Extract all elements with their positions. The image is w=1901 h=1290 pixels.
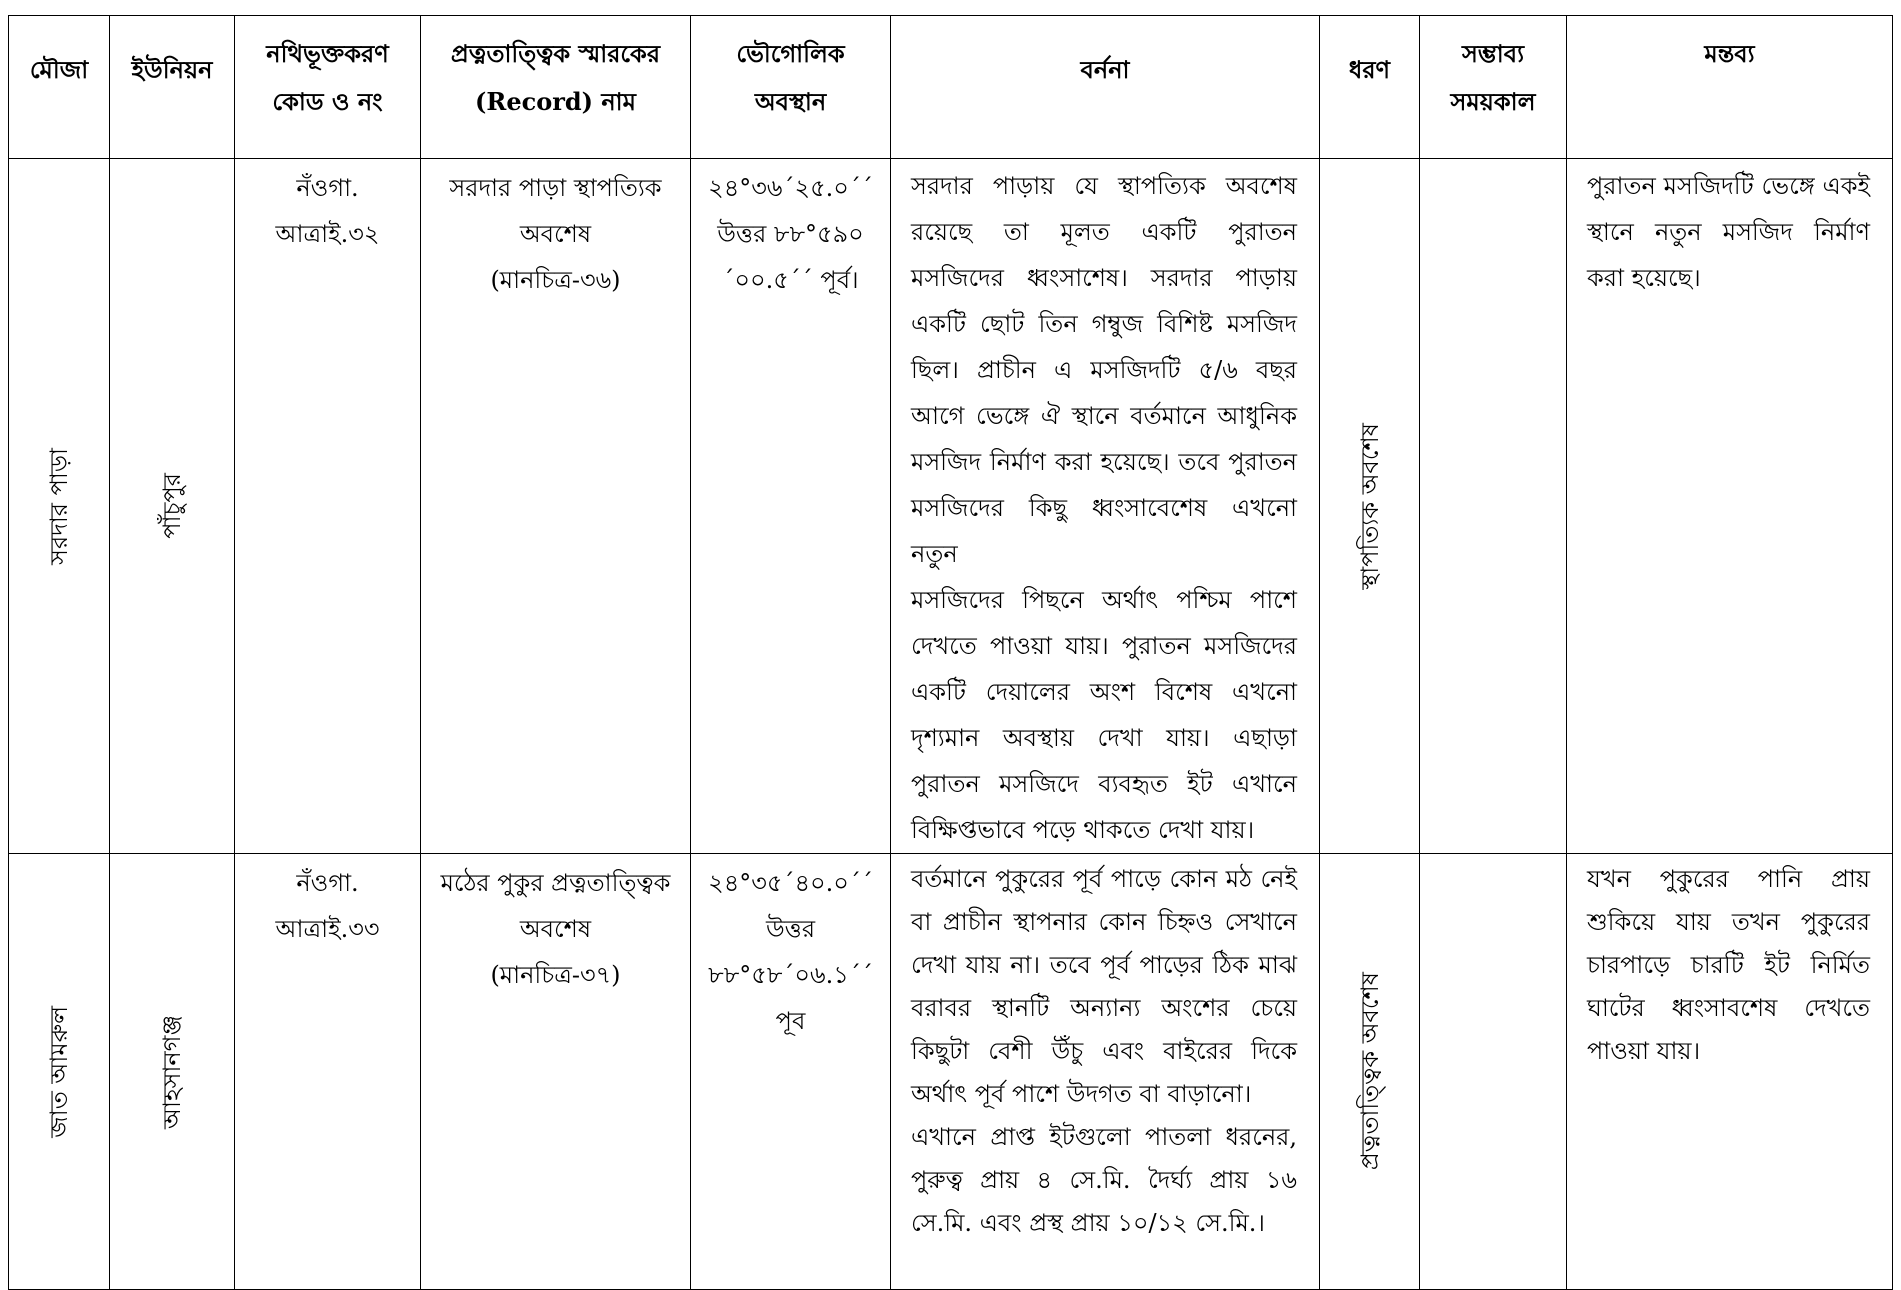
table-row — [9, 854, 1893, 1290]
cell-description: বর্তমানে পুকুরের পূর্ব পাড়ে কোন মঠ নেই বা প্রাচীন স্থাপনার কোন চিহ্নও সেখানে দেখা যায় না। তবে পূর্ব পাড়ের ঠিক মাঝ বরাবর স্থানটি অন্যান্য অংশের চেয়ে কিছুটা বেশী উঁচু এবং বাইরের দিকে অর্থাৎ পূর্ব পাশে উদগত বা বাড়ানো। এখানে প্রাপ্ত ইটগুলো পাতলা ধরনের, পুরুত্ব প্রায় ৪ সে.মি. দৈর্ঘ্য প্রায় ১৬ সে.মি. এবং প্রস্থ প্রায় ১০/১২ সে.মি.। — [891, 854, 1320, 1290]
cell-code: নঁওগা. আত্রাই.৩২ — [235, 159, 421, 854]
header-record-name: প্রত্নতাত্ত্বিক স্মারকের (Record) নাম — [421, 16, 691, 159]
cell-union: পাঁচুপুর — [110, 159, 235, 854]
cell-location: ২৪°৩৬´২৫.০´´ উত্তর ৮৮°৫৯০ ´০০.৫´´ পূর্ব। — [691, 159, 891, 854]
header-row — [9, 16, 1893, 159]
cell-period — [1420, 159, 1567, 854]
table-row — [9, 159, 1893, 854]
header-description: বর্ননা — [891, 16, 1320, 159]
header-type: ধরণ — [1320, 16, 1420, 159]
cell-mouza: সরদার পাড়া — [9, 159, 110, 854]
cell-location: ২৪°৩৫´৪০.০´´ উত্তর ৮৮°৫৮´০৬.১´´ পূব — [691, 854, 891, 1290]
header-mouza: মৌজা — [9, 16, 110, 159]
cell-mouza: জাত আমরুল — [9, 854, 110, 1290]
header-period: সম্ভাব্য সময়কাল — [1420, 16, 1567, 159]
header-location: ভৌগোলিক অবস্থান — [691, 16, 891, 159]
cell-code: নঁওগা. আত্রাই.৩৩ — [235, 854, 421, 1290]
header-remarks: মন্তব্য — [1567, 16, 1893, 159]
heritage-record-table — [8, 15, 1893, 1290]
cell-record-name: মঠের পুকুর প্রত্নতাত্ত্বিক অবশেষ (মানচিত্র-৩৭) — [421, 854, 691, 1290]
cell-type: স্থাপত্যিক অবশেষ — [1320, 159, 1420, 854]
header-union: ইউনিয়ন — [110, 16, 235, 159]
cell-remarks: পুরাতন মসজিদটি ভেঙ্গে একই স্থানে নতুন মসজিদ নির্মাণ করা হয়েছে। — [1567, 159, 1893, 854]
cell-description: সরদার পাড়ায় যে স্থাপত্যিক অবশেষ রয়েছে তা মূলত একটি পুরাতন মসজিদের ধ্বংসাশেষ। সরদার পাড়ায় একটি ছোট তিন গম্বুজ বিশিষ্ট মসজিদ ছিল। প্রাচীন এ মসজিদটি ৫/৬ বছর আগে ভেঙ্গে ঐ স্থানে বর্তমানে আধুনিক মসজিদ নির্মাণ করা হয়েছে। তবে পুরাতন মসজিদের কিছু ধ্বংসাবেশেষ এখনো নতুন মসজিদের পিছনে অর্থাৎ পশ্চিম পাশে দেখতে পাওয়া যায়। পুরাতন মসজিদের একটি দেয়ালের অংশ বিশেষ এখনো দৃশ্যমান অবস্থায় দেখা যায়। এছাড়া পুরাতন মসজিদে ব্যবহৃত ইট এখানে বিক্ষিপ্তভাবে পড়ে থাকতে দেখা যায়। — [891, 159, 1320, 854]
cell-union: আহসানগঞ্জ — [110, 854, 235, 1290]
cell-type: প্রত্নতাত্ত্বিক অবশেষ — [1320, 854, 1420, 1290]
cell-record-name: সরদার পাড়া স্থাপত্যিক অবশেষ (মানচিত্র-৩৬) — [421, 159, 691, 854]
cell-remarks: যখন পুকুরের পানি প্রায় শুকিয়ে যায় তখন পুকুরের চারপাড়ে চারটি ইট নির্মিত ঘাটের ধ্বংসাবশেষ দেখতে পাওয়া যায়। — [1567, 854, 1893, 1290]
header-code: নথিভূক্তকরণ কোড ও নং — [235, 16, 421, 159]
cell-period — [1420, 854, 1567, 1290]
